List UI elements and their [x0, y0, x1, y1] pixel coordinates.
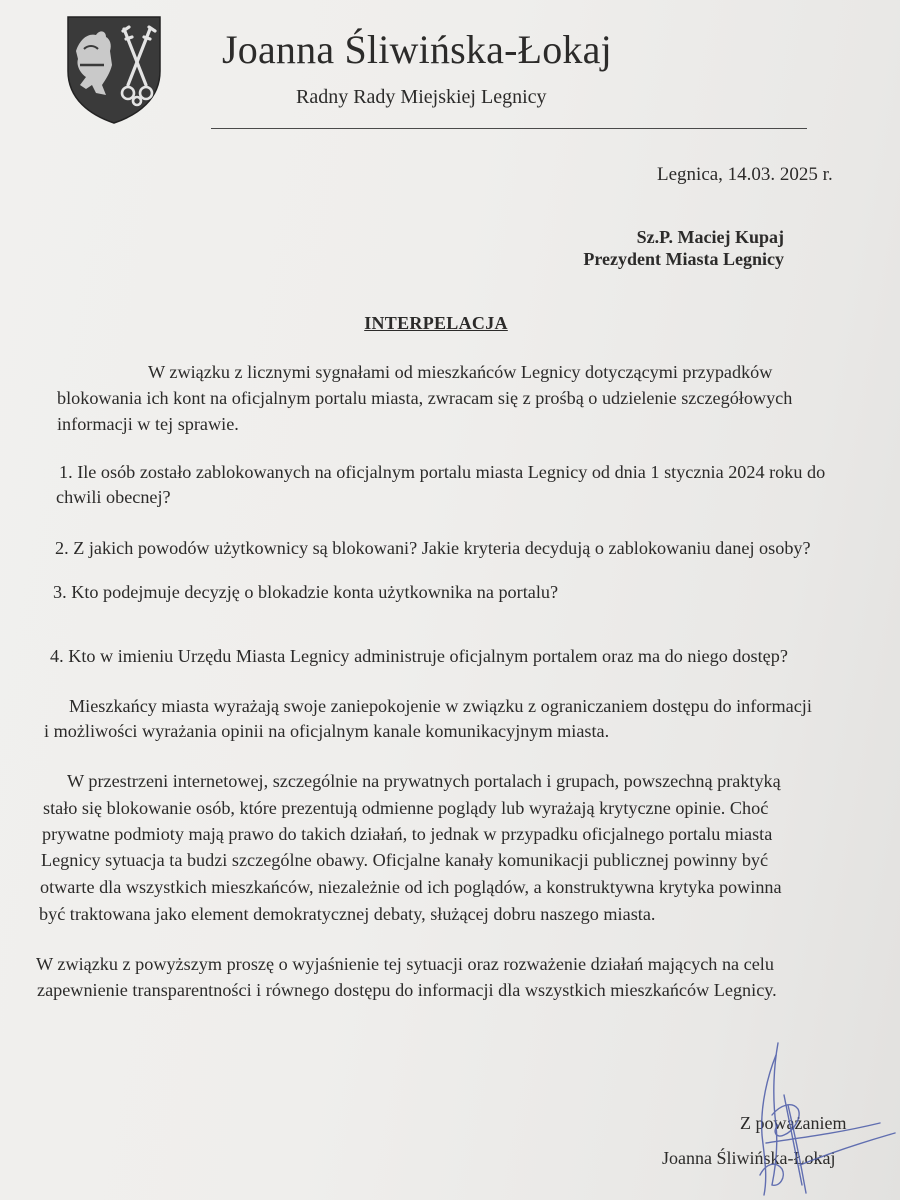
question-4: 4. Kto w imieniu Urzędu Miasta Legnicy administruje oficjalnym portalem oraz ma do niego dostęp?: [50, 646, 788, 666]
paragraph-2-line: otwarte dla wszystkich mieszkańców, niezależnie od ich poglądów, a konstruktywna krytyka powinna: [40, 877, 782, 897]
addressee-title: Prezydent Miasta Legnicy: [583, 249, 784, 269]
place-and-date: Legnica, 14.03. 2025 r.: [657, 164, 833, 185]
signature-icon: [680, 1035, 900, 1200]
paragraph-2-line: W przestrzeni internetowej, szczególnie na prywatnych portalach i grupach, powszechną praktyką: [67, 771, 781, 791]
author-role: Radny Rady Miejskiej Legnicy: [296, 86, 547, 108]
paragraph-1-line: i możliwości wyrażania opinii na oficjalnym kanale komunikacyjnym miasta.: [44, 721, 610, 741]
header-divider: [211, 128, 807, 129]
closing-phrase: Z poważaniem: [740, 1113, 847, 1133]
intro-line: informacji w tej sprawie.: [57, 414, 239, 434]
paragraph-2-line: prywatne podmioty mają prawo do takich działań, to jednak w przypadku oficjalnego portalu miasta: [42, 824, 773, 844]
paragraph-3-line: W związku z powyższym proszę o wyjaśnienie tej sytuacji oraz rozważenie działań mających na celu: [36, 954, 774, 974]
paragraph-2-line: stało się blokowanie osób, które prezentują odmienne poglądy lub wyrażają krytyczne opinie. Choć: [43, 798, 769, 818]
question-1-line: 1. Ile osób zostało zablokowanych na oficjalnym portalu miasta Legnicy od dnia 1 stycznia 2024 roku do: [59, 462, 826, 482]
coat-of-arms-icon: [66, 15, 162, 125]
author-name: Joanna Śliwińska-Łokaj: [222, 27, 612, 72]
intro-line: W związku z licznymi sygnałami od mieszkańców Legnicy dotyczącymi przypadków: [148, 362, 773, 382]
question-1-line: chwili obecnej?: [56, 487, 171, 507]
signer-name: Joanna Śliwińska-Łokaj: [662, 1148, 836, 1168]
paragraph-2-line: być traktowana jako element demokratycznej debaty, służącej dobru naszego miasta.: [39, 904, 656, 924]
document-title: INTERPELACJA: [364, 313, 508, 333]
addressee-name: Sz.P. Maciej Kupaj: [636, 227, 784, 247]
addressee-block: [560, 226, 784, 270]
question-2: 2. Z jakich powodów użytkownicy są blokowani? Jakie kryteria decydują o zablokowaniu danej osoby?: [55, 538, 811, 558]
paragraph-2-line: Legnicy sytuacja ta budzi szczególne obawy. Oficjalne kanały komunikacji publicznej powinny być: [41, 850, 769, 870]
paragraph-3-line: zapewnienie transparentności i równego dostępu do informacji dla wszystkich mieszkańców Legnicy.: [37, 980, 777, 1000]
paragraph-1-line: Mieszkańcy miasta wyrażają swoje zaniepokojenie w związku z ograniczaniem dostępu do informacji: [69, 696, 812, 716]
intro-line: blokowania ich kont na oficjalnym portalu miasta, zwracam się z prośbą o udzielenie szczegółowych: [57, 388, 793, 408]
question-3: 3. Kto podejmuje decyzję o blokadzie konta użytkownika na portalu?: [53, 582, 559, 602]
